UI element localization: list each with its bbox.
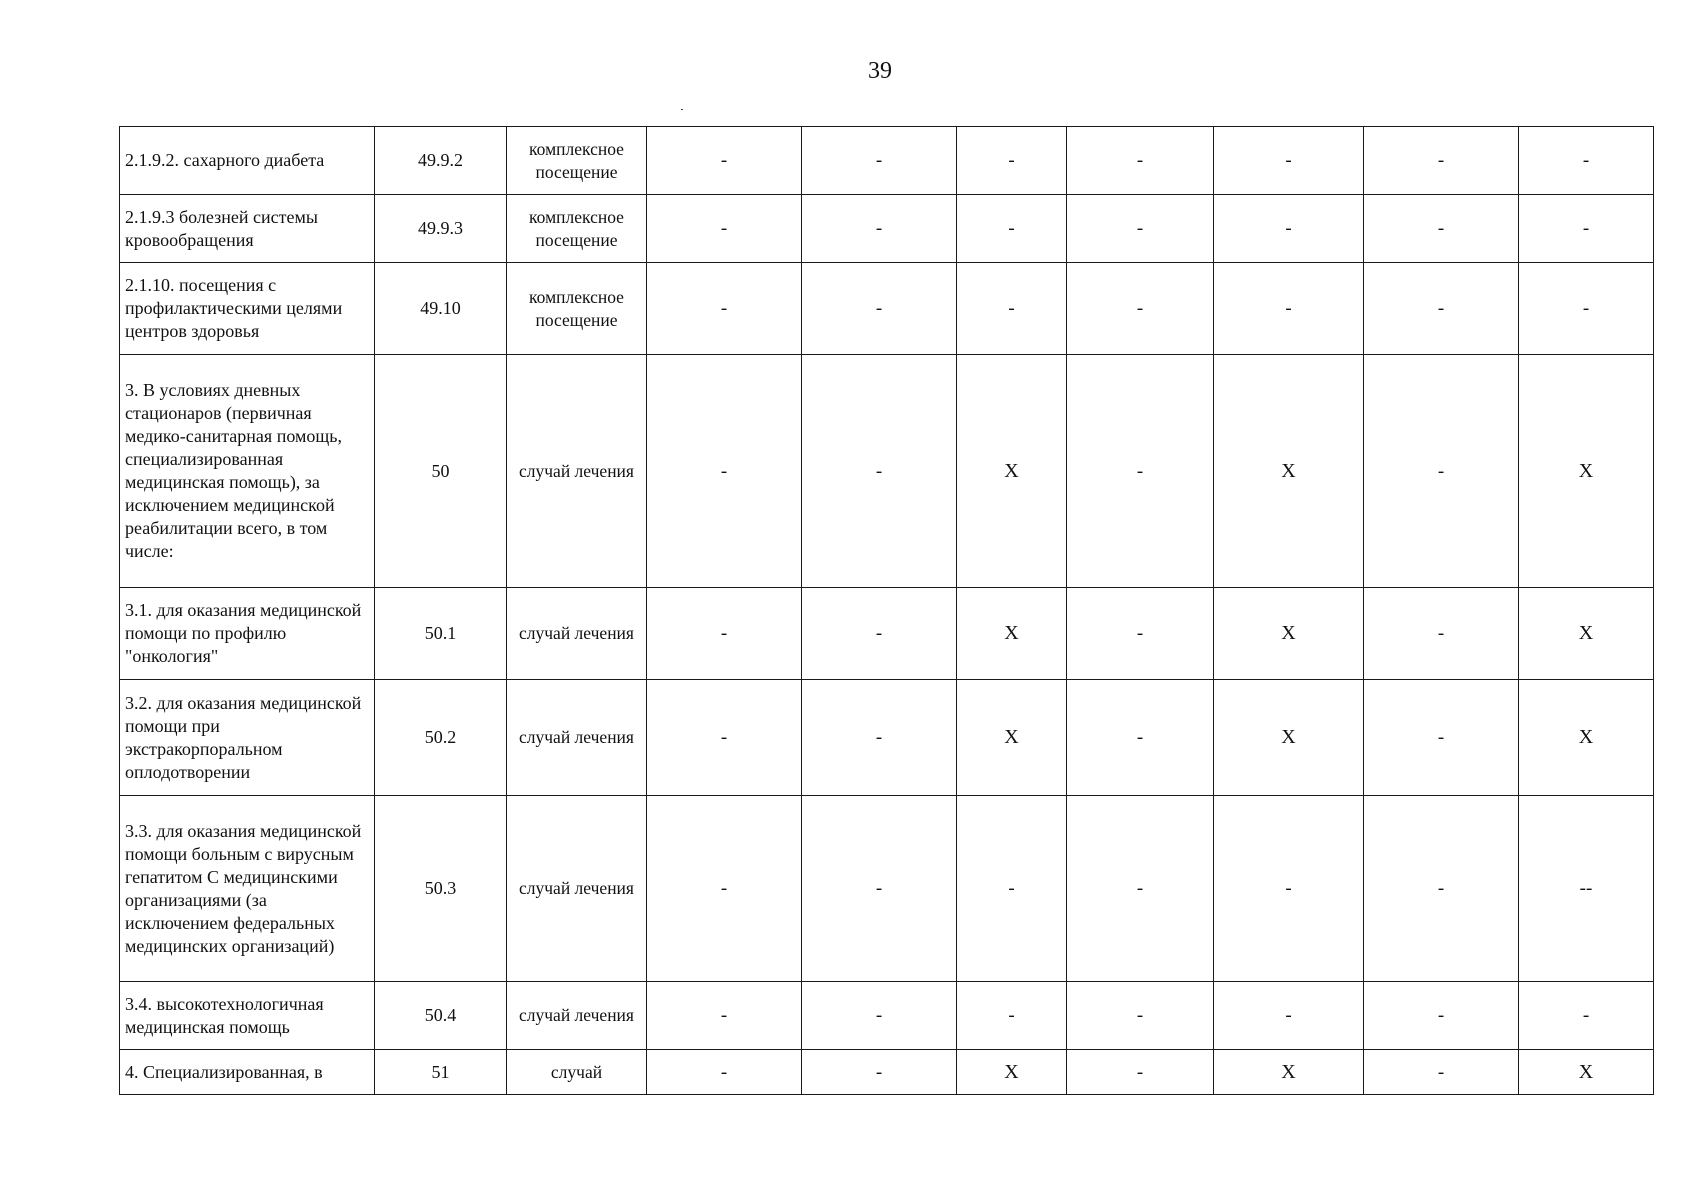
row-value-cell: - <box>1067 982 1214 1050</box>
table-body <box>120 127 1654 1095</box>
row-code-cell: 50.1 <box>375 588 507 680</box>
row-value-cell: - <box>1519 263 1654 355</box>
row-value-cell: - <box>802 195 957 263</box>
row-unit-cell: случай лечения <box>507 796 647 982</box>
row-value-cell: - <box>957 195 1067 263</box>
table-row <box>120 1050 1654 1095</box>
table-row <box>120 195 1654 263</box>
table-row <box>120 588 1654 680</box>
row-value-cell: - <box>802 1050 957 1095</box>
row-value-cell: X <box>1519 680 1654 796</box>
row-value-cell: - <box>647 355 802 588</box>
row-unit-cell: случай лечения <box>507 680 647 796</box>
row-name-cell: 2.1.10. посещения с профилактическими целями центров здоровья <box>120 263 375 355</box>
row-value-cell: - <box>1067 796 1214 982</box>
row-value-cell: X <box>1214 588 1364 680</box>
row-name-cell: 3.2. для оказания медицинской помощи при экстракорпоральном оплодотворении <box>120 680 375 796</box>
row-value-cell: - <box>1067 263 1214 355</box>
row-value-cell: - <box>1519 127 1654 195</box>
row-name-cell: 3. В условиях дневных стационаров (первичная медико-санитарная помощь, специализированная медицинская помощь), за исключением медицинской реабилитации всего, в том числе: <box>120 355 375 588</box>
page-number: 39 <box>868 58 892 84</box>
row-value-cell: - <box>647 796 802 982</box>
row-code-cell: 50 <box>375 355 507 588</box>
row-value-cell: - <box>1214 195 1364 263</box>
row-unit-cell: случай лечения <box>507 355 647 588</box>
row-value-cell: - <box>1364 796 1519 982</box>
row-value-cell: - <box>647 588 802 680</box>
row-value-cell: - <box>957 263 1067 355</box>
row-value-cell: - <box>1214 263 1364 355</box>
row-value-cell: - <box>1364 1050 1519 1095</box>
row-value-cell: - <box>1364 263 1519 355</box>
row-value-cell: - <box>1364 195 1519 263</box>
row-value-cell: - <box>802 127 957 195</box>
row-value-cell: X <box>1214 355 1364 588</box>
row-value-cell: - <box>957 127 1067 195</box>
row-value-cell: - <box>647 195 802 263</box>
row-name-cell: 3.4. высокотехнологичная медицинская помощь <box>120 982 375 1050</box>
row-value-cell: X <box>1519 588 1654 680</box>
row-value-cell: - <box>647 263 802 355</box>
row-value-cell: X <box>1519 1050 1654 1095</box>
table-row <box>120 127 1654 195</box>
row-value-cell: - <box>957 796 1067 982</box>
row-value-cell: - <box>1067 195 1214 263</box>
table-row <box>120 796 1654 982</box>
row-value-cell: - <box>1067 127 1214 195</box>
data-table <box>119 126 1654 1095</box>
table-row <box>120 982 1654 1050</box>
row-value-cell: - <box>802 588 957 680</box>
row-unit-cell: случай <box>507 1050 647 1095</box>
row-name-cell: 3.1. для оказания медицинской помощи по профилю "онкология" <box>120 588 375 680</box>
row-value-cell: - <box>1364 680 1519 796</box>
row-value-cell: - <box>1214 982 1364 1050</box>
row-value-cell: X <box>957 588 1067 680</box>
row-unit-cell: комплексное посещение <box>507 127 647 195</box>
row-code-cell: 49.10 <box>375 263 507 355</box>
row-name-cell: 2.1.9.3 болезней системы кровообращения <box>120 195 375 263</box>
row-value-cell: - <box>957 982 1067 1050</box>
row-value-cell: - <box>647 680 802 796</box>
row-unit-cell: комплексное посещение <box>507 195 647 263</box>
row-value-cell: - <box>1067 680 1214 796</box>
row-code-cell: 50.3 <box>375 796 507 982</box>
row-unit-cell: случай лечения <box>507 588 647 680</box>
row-code-cell: 49.9.2 <box>375 127 507 195</box>
row-value-cell: - <box>1214 127 1364 195</box>
row-unit-cell: случай лечения <box>507 982 647 1050</box>
row-name-cell: 3.3. для оказания медицинской помощи больным с вирусным гепатитом С медицинскими организациями (за исключением федеральных медицинских организаций) <box>120 796 375 982</box>
row-value-cell: - <box>802 982 957 1050</box>
row-value-cell: - <box>802 263 957 355</box>
row-value-cell: X <box>1214 1050 1364 1095</box>
row-value-cell: - <box>1067 588 1214 680</box>
row-value-cell: - <box>1519 195 1654 263</box>
row-code-cell: 51 <box>375 1050 507 1095</box>
row-value-cell: - <box>802 796 957 982</box>
row-code-cell: 50.4 <box>375 982 507 1050</box>
row-value-cell: - <box>1364 982 1519 1050</box>
row-value-cell: X <box>957 680 1067 796</box>
row-value-cell: - <box>1067 355 1214 588</box>
row-value-cell: X <box>1519 355 1654 588</box>
row-value-cell: - <box>647 1050 802 1095</box>
table-row <box>120 680 1654 796</box>
row-value-cell: - <box>1067 1050 1214 1095</box>
row-value-cell: - <box>802 355 957 588</box>
row-value-cell: X <box>957 355 1067 588</box>
row-value-cell: - <box>1519 982 1654 1050</box>
row-value-cell: -- <box>1519 796 1654 982</box>
row-value-cell: - <box>1364 355 1519 588</box>
row-name-cell: 2.1.9.2. сахарного диабета <box>120 127 375 195</box>
row-value-cell: - <box>1364 127 1519 195</box>
row-value-cell: - <box>1214 796 1364 982</box>
row-value-cell: - <box>802 680 957 796</box>
scan-mark <box>681 109 683 110</box>
row-name-cell: 4. Специализированная, в <box>120 1050 375 1095</box>
row-value-cell: X <box>1214 680 1364 796</box>
row-value-cell: - <box>1364 588 1519 680</box>
table-row <box>120 355 1654 588</box>
row-value-cell: X <box>957 1050 1067 1095</box>
row-unit-cell: комплексное посещение <box>507 263 647 355</box>
row-value-cell: - <box>647 127 802 195</box>
table-row <box>120 263 1654 355</box>
row-value-cell: - <box>647 982 802 1050</box>
row-code-cell: 50.2 <box>375 680 507 796</box>
row-code-cell: 49.9.3 <box>375 195 507 263</box>
